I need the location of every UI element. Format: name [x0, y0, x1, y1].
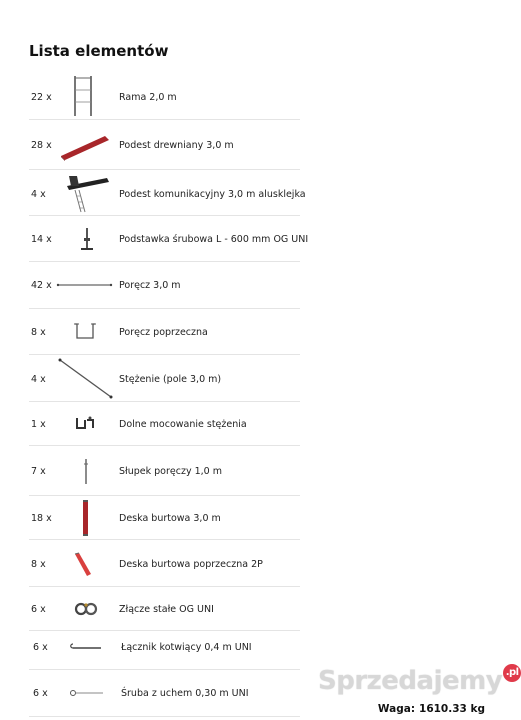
- item-name: Deska burtowa 3,0 m: [119, 513, 221, 524]
- item-name: Stężenie (pole 3,0 m): [119, 374, 222, 385]
- list-item: [29, 402, 300, 446]
- item-quantity: 4 x: [31, 374, 46, 385]
- item-quantity: 7 x: [31, 466, 46, 477]
- list-item: [29, 216, 309, 262]
- list-item: [29, 120, 300, 170]
- list-item: [29, 170, 306, 216]
- item-quantity: 6 x: [33, 642, 48, 653]
- brace-mount-icon: [57, 414, 113, 434]
- item-quantity: 42 x: [31, 280, 52, 291]
- item-quantity: 1 x: [31, 419, 46, 430]
- list-item: [29, 355, 300, 402]
- item-name: Podest drewniany 3,0 m: [119, 140, 234, 151]
- eye-bolt-icon: [57, 686, 113, 700]
- watermark-badge: .pl: [503, 664, 521, 682]
- item-quantity: 8 x: [31, 559, 46, 570]
- diagonal-brace-icon: [57, 357, 113, 399]
- item-name: Podest komunikacyjny 3,0 m alusklejka: [119, 189, 306, 200]
- item-quantity: 6 x: [31, 604, 46, 615]
- weight-label: Waga:: [377, 703, 416, 715]
- fixed-coupler-icon: [57, 599, 113, 619]
- item-name: Słupek poręczy 1,0 m: [119, 466, 222, 477]
- item-name: Rama 2,0 m: [119, 92, 177, 103]
- item-name: Deska burtowa poprzeczna 2P: [119, 559, 263, 570]
- list-item: [29, 496, 300, 540]
- item-quantity: 6 x: [33, 688, 48, 699]
- anchor-tie-icon: [57, 641, 113, 655]
- screw-jack-icon: [57, 226, 113, 254]
- item-quantity: 4 x: [31, 189, 46, 200]
- item-quantity: 22 x: [31, 92, 52, 103]
- toe-board-icon: [57, 499, 113, 537]
- list-item: [29, 446, 300, 496]
- item-quantity: 8 x: [31, 327, 46, 338]
- list-item: [29, 631, 300, 670]
- list-item: [29, 587, 300, 631]
- list-item: [29, 72, 300, 120]
- total-weight: [378, 703, 485, 715]
- list-item: [29, 309, 300, 355]
- item-name: Poręcz poprzeczna: [119, 327, 208, 338]
- weight-value: 1610.33 kg: [419, 703, 485, 715]
- item-name: Podstawka śrubowa L - 600 mm OG UNI: [119, 234, 309, 245]
- list-item: [29, 540, 300, 587]
- wooden-platform-icon: [57, 128, 113, 162]
- guardrail-post-icon: [57, 458, 113, 486]
- access-platform-icon: [57, 172, 113, 214]
- cross-toe-board-icon: [57, 552, 113, 578]
- watermark-text: Sprzedajemy: [318, 666, 503, 696]
- watermark-logo: [318, 666, 521, 696]
- item-name: Złącze stałe OG UNI: [119, 604, 214, 615]
- item-quantity: 14 x: [31, 234, 52, 245]
- list-title: Lista elementów: [29, 42, 169, 60]
- cross-guardrail-icon: [57, 321, 113, 343]
- item-name: Śruba z uchem 0,30 m UNI: [121, 688, 249, 699]
- item-name: Łącznik kotwiący 0,4 m UNI: [121, 642, 252, 653]
- guardrail-icon: [57, 278, 113, 292]
- list-item: [29, 670, 300, 717]
- item-quantity: 28 x: [31, 140, 52, 151]
- list-item: [29, 262, 300, 309]
- frame-icon: [57, 74, 113, 118]
- item-name: Dolne mocowanie stężenia: [119, 419, 247, 430]
- item-quantity: 18 x: [31, 513, 52, 524]
- item-name: Poręcz 3,0 m: [119, 280, 181, 291]
